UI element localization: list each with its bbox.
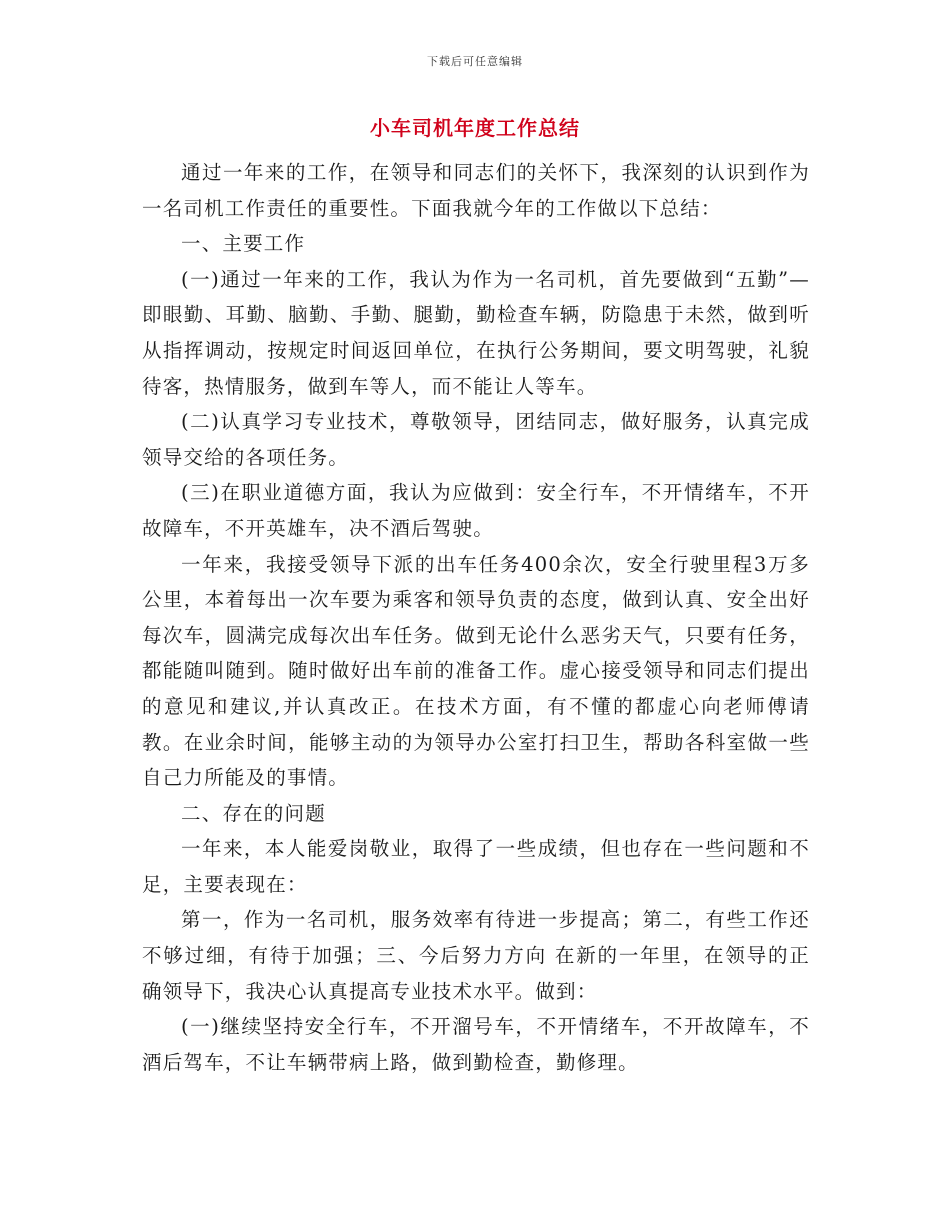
paragraph-plan-item-1: (一)继续坚持安全行车，不开溜号车，不开情绪车，不开故障车，不酒后驾车，不让车辆带病上路，做到勤检查，勤修理。	[142, 1015, 810, 1074]
paragraph-achievements: 一年来，我接受领导下派的出车任务400余次，安全行驶里程3万多公里，本着每出一次车要为乘客和领导负责的态度，做到认真、安全出好每次车，圆满完成每次出车任务。做到无论什么恶劣天气，只要有任务，都能随叫随到。随时做好出车前的准备工作。虚心接受领导和同志们提出的意见和建议,并认真改正。在技术方面，有不懂的都虚心向老师傅请教。在业余时间，能够主动的为领导办公室打扫卫生，帮助各科室做一些自己力所能及的事情。	[142, 552, 810, 790]
document-body	[142, 155, 810, 1080]
paragraph-intro: 通过一年来的工作，在领导和同志们的关怀下，我深刻的认识到作为一名司机工作责任的重要性。下面我就今年的工作做以下总结：	[142, 161, 810, 220]
paragraph-problems-intro: 一年来，本人能爱岗敬业，取得了一些成绩，但也存在一些问题和不足，主要表现在：	[142, 837, 810, 896]
header-note: 下载后可任意编辑	[427, 55, 523, 68]
paragraph-problems-detail: 第一，作为一名司机，服务效率有待进一步提高；第二，有些工作还不够过细，有待于加强；三、今后努力方向 在新的一年里，在领导的正确领导下，我决心认真提高专业技术水平。做到：	[142, 908, 810, 1003]
paragraph-item-1: (一)通过一年来的工作，我认为作为一名司机，首先要做到“五勤”—即眼勤、耳勤、脑勤、手勤、腿勤，勤检查车辆，防隐患于未然，做到听从指挥调动，按规定时间返回单位，在执行公务期间，要文明驾驶，礼貌待客，热情服务，做到车等人，而不能让人等车。	[142, 267, 810, 398]
paragraph-item-3: (三)在职业道德方面，我认为应做到：安全行车，不开情绪车，不开故障车，不开英雄车，决不酒后驾驶。	[142, 481, 810, 540]
paragraph-item-2: (二)认真学习专业技术，尊敬领导，团结同志，做好服务，认真完成领导交给的各项任务。	[142, 410, 810, 469]
section-heading-main-work: 一、主要工作	[181, 232, 306, 256]
document-title: 小车司机年度工作总结	[370, 116, 580, 140]
section-heading-problems: 二、存在的问题	[181, 801, 326, 825]
